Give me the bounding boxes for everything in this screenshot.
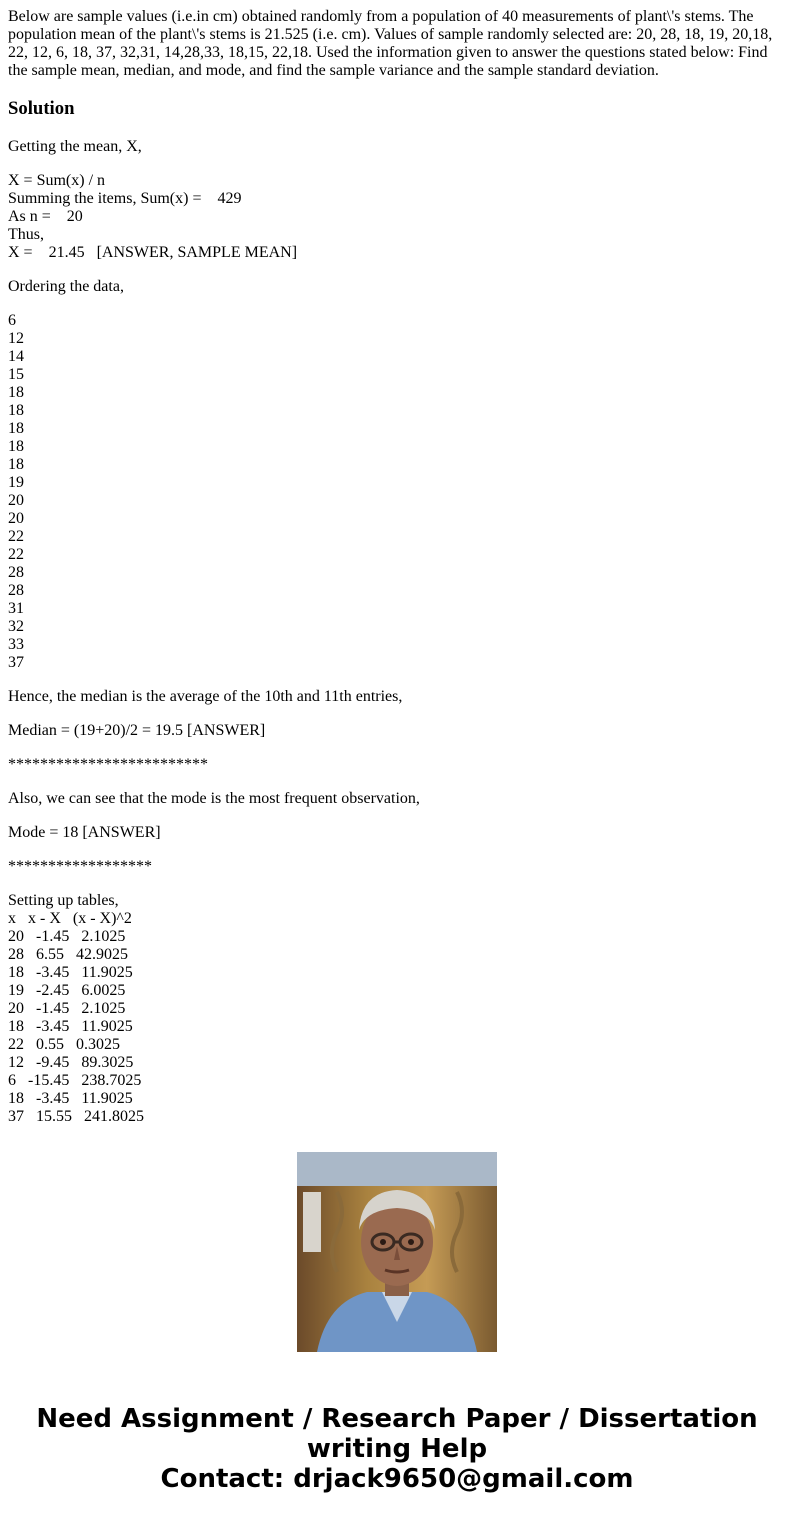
document-content (8, 8, 786, 1125)
table-row: 20 -1.45 2.1025 (8, 928, 126, 945)
thus-line: Thus, (8, 226, 44, 243)
mean-intro: Getting the mean, X, (8, 138, 142, 155)
table-header: x x - X (x - X)^2 (8, 910, 132, 927)
cta-line-2: writing Help (306, 1434, 488, 1464)
table-row: 18 -3.45 11.9025 (8, 1018, 133, 1035)
mode-answer: Mode = 18 [ANSWER] (8, 824, 161, 841)
table-row: 20 -1.45 2.1025 (8, 1000, 126, 1017)
n-line: As n = 20 (8, 208, 83, 225)
contact-banner (0, 1404, 794, 1494)
table-row: 37 15.55 241.8025 (8, 1108, 144, 1125)
ordered-data-list (8, 312, 786, 672)
list-item: 37 (8, 654, 24, 671)
promo-section (0, 1152, 794, 1523)
table-row: 22 0.55 0.3025 (8, 1036, 120, 1053)
median-intro: Hence, the median is the average of the 10th and 11th entries, (8, 688, 403, 705)
table-row: 28 6.55 42.9025 (8, 946, 128, 963)
list-item: 14 (8, 348, 24, 365)
list-item: 28 (8, 582, 24, 599)
question-text: Below are sample values (i.e.in cm) obtained randomly from a population of 40 measurements of plant\'s stems. The population mean of the plant\'s stems is 21.525 (i.e. cm). Values of sample randomly selected are: 20, 28, 18, 19, 20,18, 22, 12, 6, 18, 37, 32,31, 14,28,33, 18,15, 22,18. Used the information given to answer the questions stated below: Find the sample mean, median, and mode, and find the sample variance and the sample standard deviation. (8, 8, 773, 79)
table-row: 19 -2.45 6.0025 (8, 982, 126, 999)
tables-intro: Setting up tables, (8, 892, 119, 909)
table-row: 18 -3.45 11.9025 (8, 964, 133, 981)
list-item: 18 (8, 420, 24, 437)
list-item: 20 (8, 492, 24, 509)
table-row: 12 -9.45 89.3025 (8, 1054, 134, 1071)
cta-line-1: Need Assignment / Research Paper / Dissertation (36, 1404, 758, 1434)
list-item: 20 (8, 510, 24, 527)
avatar-photo (297, 1152, 497, 1352)
median-answer: Median = (19+20)/2 = 19.5 [ANSWER] (8, 722, 266, 739)
list-item: 33 (8, 636, 24, 653)
divider-stars: ****************** (8, 858, 152, 875)
list-item: 22 (8, 546, 24, 563)
list-item: 31 (8, 600, 24, 617)
list-item: 6 (8, 312, 16, 329)
list-item: 18 (8, 438, 24, 455)
list-item: 32 (8, 618, 24, 635)
table-row: 6 -15.45 238.7025 (8, 1072, 142, 1089)
mode-intro: Also, we can see that the mode is the most frequent observation, (8, 790, 420, 807)
list-item: 22 (8, 528, 24, 545)
list-item: 19 (8, 474, 24, 491)
avatar (297, 1152, 497, 1352)
list-item: 15 (8, 366, 24, 383)
list-item: 18 (8, 402, 24, 419)
mean-formula: X = Sum(x) / n (8, 172, 106, 189)
cta-contact: Contact: drjack9650@gmail.com (160, 1464, 634, 1494)
solution-body (8, 138, 786, 1125)
divider-stars: ************************* (8, 756, 208, 773)
table-row: 18 -3.45 11.9025 (8, 1090, 133, 1107)
mean-answer: X = 21.45 [ANSWER, SAMPLE MEAN] (8, 244, 298, 261)
list-item: 12 (8, 330, 24, 347)
solution-heading: Solution (8, 98, 75, 119)
sum-line: Summing the items, Sum(x) = 429 (8, 190, 242, 207)
list-item: 28 (8, 564, 24, 581)
list-item: 18 (8, 456, 24, 473)
list-item: 18 (8, 384, 24, 401)
deviation-table (8, 910, 786, 1125)
ordering-intro: Ordering the data, (8, 278, 124, 295)
